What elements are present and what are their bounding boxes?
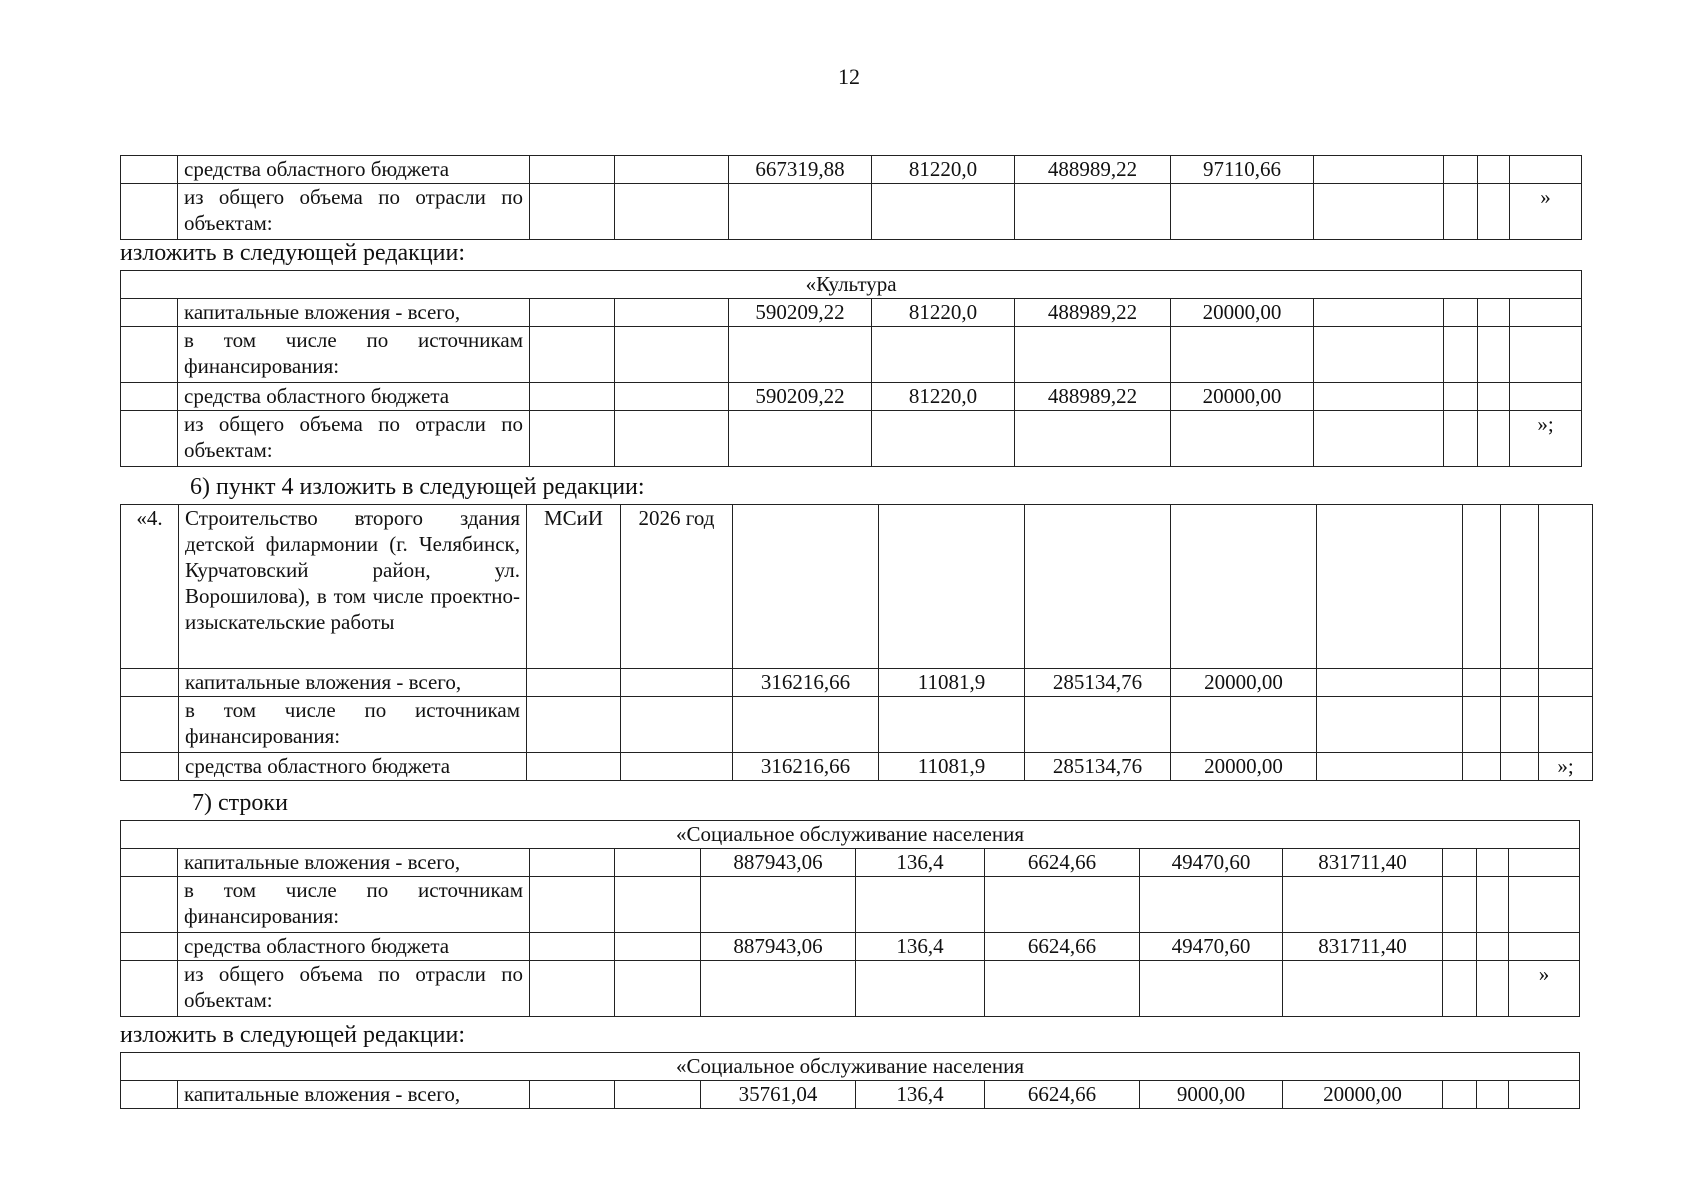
row-label: капитальные вложения - всего, — [178, 299, 530, 327]
table-culture-old-tail — [120, 155, 1582, 240]
row-label: капитальные вложения - всего, — [179, 669, 527, 697]
closing-quote: » — [1509, 961, 1580, 1017]
section-heading: изложить в следующей редакции: — [120, 1022, 466, 1048]
row-label: из общего объема по отрасли по объектам: — [178, 961, 530, 1017]
table-social-new — [120, 1052, 1580, 1109]
value-cell: 6624,66 — [985, 849, 1140, 877]
value-cell: 887943,06 — [701, 849, 856, 877]
page-number: 12 — [838, 64, 860, 89]
value-cell: 316216,66 — [733, 753, 879, 781]
value-cell: 20000,00 — [1171, 299, 1314, 327]
section-heading: 6) пункт 4 изложить в следующей редакции: — [190, 474, 645, 500]
table-row — [121, 299, 1582, 327]
row-label: средства областного бюджета — [178, 933, 530, 961]
value-cell: 81220,0 — [872, 299, 1015, 327]
closing-quote: » — [1510, 184, 1582, 240]
row-label: в том числе по источникам финансирования: — [179, 697, 527, 753]
table-item-4 — [120, 504, 1593, 781]
value-cell: 9000,00 — [1140, 1081, 1283, 1109]
table-row — [121, 505, 1593, 669]
table-row — [121, 156, 1582, 184]
section-header: «Культура — [121, 271, 1582, 299]
row-label: средства областного бюджета — [178, 156, 530, 184]
table-row — [121, 184, 1582, 240]
value-cell: 590209,22 — [729, 299, 872, 327]
item-description: Строительство второго здания детской филармонии (г. Челябинск, Курчатовский район, ул. Ворошилова), в том числе проектно-изыскательские работы — [179, 505, 527, 669]
row-label: средства областного бюджета — [179, 753, 527, 781]
value-cell: 285134,76 — [1025, 753, 1171, 781]
value-cell: 97110,66 — [1171, 156, 1314, 184]
table-row — [121, 849, 1580, 877]
value-cell: 136,4 — [856, 1081, 985, 1109]
row-label: средства областного бюджета — [178, 383, 530, 411]
row-label: из общего объема по отрасли по объектам: — [178, 184, 530, 240]
row-label: из общего объема по отрасли по объектам: — [178, 411, 530, 467]
closing-quote: »; — [1539, 753, 1593, 781]
table-row — [121, 411, 1582, 467]
table-row — [121, 1053, 1580, 1081]
value-cell: 316216,66 — [733, 669, 879, 697]
table-row — [121, 821, 1580, 849]
row-label: капитальные вложения - всего, — [178, 1081, 530, 1109]
value-cell: 488989,22 — [1015, 383, 1171, 411]
item-executor: МСиИ — [527, 505, 621, 669]
value-cell: 488989,22 — [1015, 299, 1171, 327]
section-heading: 7) строки — [192, 790, 288, 816]
table-row — [121, 697, 1593, 753]
table-row — [121, 669, 1593, 697]
value-cell: 20000,00 — [1171, 383, 1314, 411]
table-row — [121, 271, 1582, 299]
value-cell: 49470,60 — [1140, 933, 1283, 961]
value-cell: 11081,9 — [879, 753, 1025, 781]
value-cell: 136,4 — [856, 849, 985, 877]
table-row — [121, 383, 1582, 411]
table-row — [121, 1081, 1580, 1109]
value-cell: 81220,0 — [872, 156, 1015, 184]
value-cell: 831711,40 — [1283, 849, 1443, 877]
value-cell: 285134,76 — [1025, 669, 1171, 697]
table-row — [121, 877, 1580, 933]
item-year: 2026 год — [621, 505, 733, 669]
value-cell: 488989,22 — [1015, 156, 1171, 184]
value-cell: 49470,60 — [1140, 849, 1283, 877]
closing-quote: »; — [1510, 411, 1582, 467]
table-row — [121, 961, 1580, 1017]
value-cell: 11081,9 — [879, 669, 1025, 697]
table-social-old — [120, 820, 1580, 1017]
item-number: «4. — [121, 505, 179, 669]
section-header: «Социальное обслуживание населения — [121, 1053, 1580, 1081]
table-culture-new — [120, 270, 1582, 467]
value-cell: 20000,00 — [1283, 1081, 1443, 1109]
table-row — [121, 753, 1593, 781]
value-cell: 136,4 — [856, 933, 985, 961]
table-row — [121, 933, 1580, 961]
row-label: капитальные вложения - всего, — [178, 849, 530, 877]
value-cell: 20000,00 — [1171, 753, 1317, 781]
value-cell: 831711,40 — [1283, 933, 1443, 961]
value-cell: 20000,00 — [1171, 669, 1317, 697]
value-cell: 6624,66 — [985, 933, 1140, 961]
row-label: в том числе по источникам финансирования: — [178, 877, 530, 933]
section-heading: изложить в следующей редакции: — [120, 240, 466, 266]
row-label: в том числе по источникам финансирования: — [178, 327, 530, 383]
section-header: «Социальное обслуживание населения — [121, 821, 1580, 849]
value-cell: 590209,22 — [729, 383, 872, 411]
value-cell: 35761,04 — [701, 1081, 856, 1109]
value-cell: 887943,06 — [701, 933, 856, 961]
value-cell: 667319,88 — [729, 156, 872, 184]
table-row — [121, 327, 1582, 383]
value-cell: 6624,66 — [985, 1081, 1140, 1109]
value-cell: 81220,0 — [872, 383, 1015, 411]
